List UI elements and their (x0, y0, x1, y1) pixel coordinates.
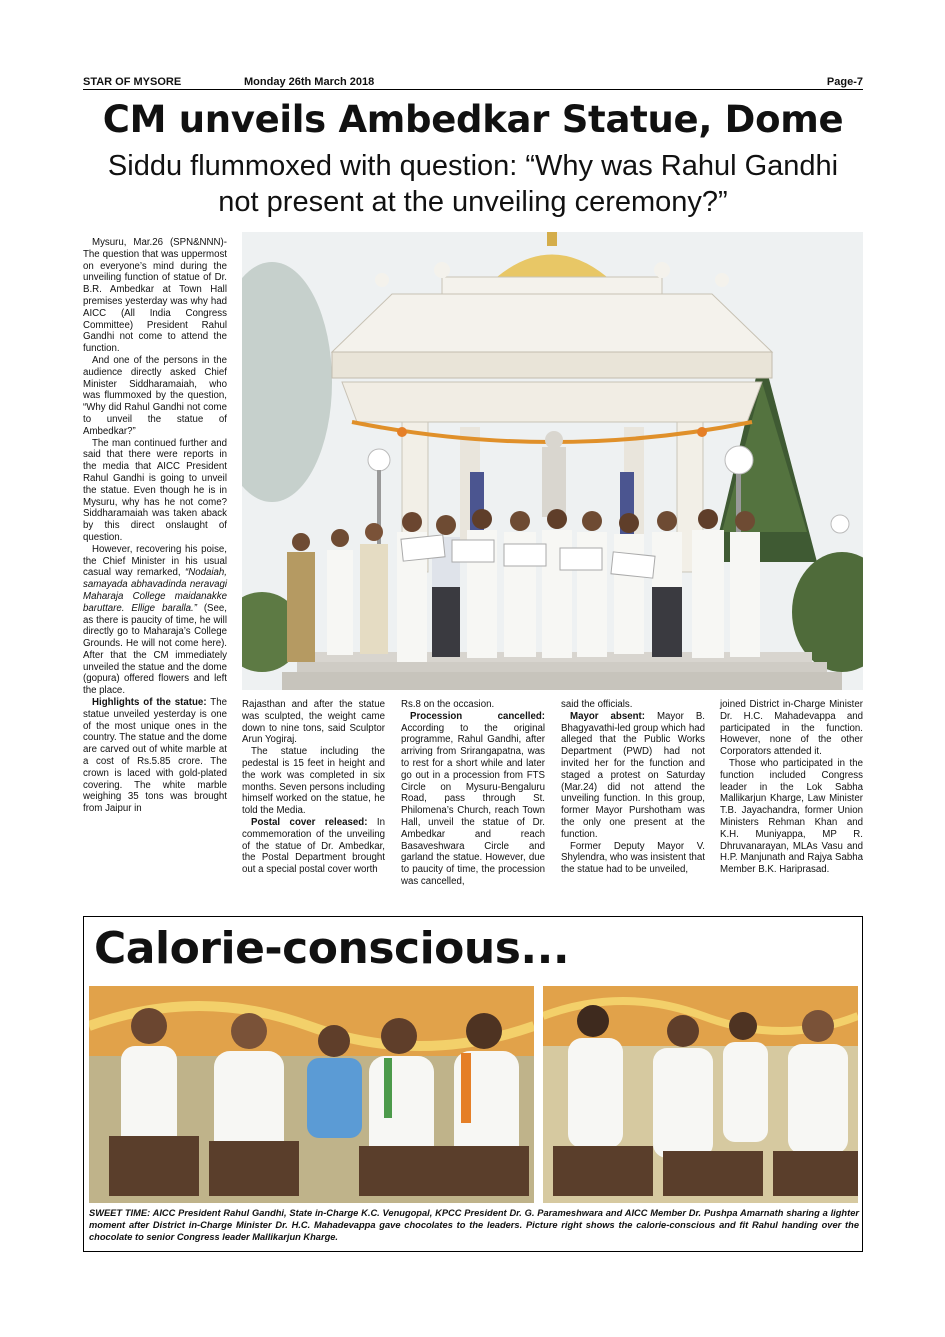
article-paragraph (401, 711, 545, 888)
article-paragraph: The man continued further and said that there were reports in the media that AICC President Rahul Gandhi is going to unveil the statue. Even though he is in Mysuru, why has he not come? Siddharamaiah was taken aback by this direct onslaught of question. (83, 437, 227, 543)
photo-caption: SWEET TIME: AICC President Rahul Gandhi, State in-Charge K.C. Venugopal, KPCC President Dr. G. Parameshwara and AICC Member Dr. Pushpa Amarnath sharing a lighter moment after District in-Charge Minister Dr. H.C. Mahadevappa gave chocolates to the leaders. Picture right shows the calorie-conscious and fit Rahul handing over the chocolate to senior Congress leader Mallikarjun Kharge. (89, 1208, 859, 1242)
article-paragraph: The statue including the pedestal is 15 feet in height and the work was completed in six months. Seven persons including himself worked on the statue, he told the Media. (242, 746, 385, 817)
page-number: Page-7 (826, 76, 863, 88)
article-column-3 (401, 699, 545, 888)
issue-date: Monday 26th March 2018 (244, 76, 375, 88)
text-run: The statue unveiled yesterday is one of the most unique ones in the country. The statue and the dome are carved out of white marble at a cost of Rs.5.85 crore. The crown is laced with gold-plated covering. The white marble weighing 35 tons was brought from Jaipur in (83, 697, 227, 815)
article-paragraph (83, 697, 227, 815)
headline: CM unveils Ambedkar Statue, Dome (102, 98, 844, 141)
ambedkar-statue-dome-photo (242, 232, 863, 690)
article-column-4 (561, 699, 705, 876)
seated-leaders-illustration (89, 986, 534, 1203)
article-paragraph: Mysuru, Mar.26 (SPN&NNN)- The question that was uppermost on everyone’s mind during the unveiling function of statue of Dr. B.R. Ambedkar at Town Hall premises yesterday was why had AICC (All India Congress Committee) President Rahul Gandhi not come to attend the function. (83, 237, 227, 355)
chocolate-handover-illustration (543, 986, 858, 1203)
masthead (83, 76, 863, 90)
text-run: In commemoration of the unveiling of the statue of Dr. Ambedkar, the Postal Department brought out a special postal cover worth (242, 816, 385, 876)
section-kicker: Highlights of the statue: (92, 697, 207, 709)
article-paragraph: Those who participated in the function included Congress leader in the Lok Sabha Mallikarjun Kharge, Law Minister T.B. Jayachandra, former Union Ministers Rehman Khan and K.H. Muniyappa, MP R. Dhruvanarayan, MLAs Vasu and H.P. Manjunath and Rajya Sabha Member B.K. Hariprasad. (720, 757, 863, 876)
article-paragraph (561, 711, 705, 841)
feature-title: Calorie-conscious... (94, 923, 570, 974)
leaders-sharing-chocolate-photo (89, 986, 534, 1203)
rahul-hands-chocolate-to-kharge-photo (543, 986, 858, 1203)
subheadline (83, 148, 863, 220)
article-paragraph: Rs.8 on the occasion. (401, 699, 495, 710)
section-kicker: Mayor absent: (570, 710, 645, 722)
text-run: Mayor B. Bhagyavathi-led group which had alleged that the Public Works Department (PWD) had not invited her for the function and staged a protest on Saturday (Mar.24) did not attend the unveiling function. In this group, former Mayor Purshotham was the only one present at the function. (561, 710, 705, 840)
photo-feature-box (83, 916, 863, 1252)
text-run: (See, as there is paucity of time, he will directly go to Maharaja’s College Grounds. He will not come here). After that the CM immediately unveiled the statue and the dome (gopura) offered flowers and left the place. (83, 602, 227, 697)
section-kicker: Procession cancelled: (410, 710, 545, 722)
article-paragraph: And one of the persons in the audience directly asked Chief Minister Siddharamaiah, who was flummoxed by the question, “Why did Rahul Gandhi not come to unveil the statue of Ambedkar?” (83, 354, 227, 437)
newspaper-name: STAR OF MYSORE (83, 76, 182, 88)
article-paragraph: said the officials. (561, 699, 633, 710)
article-paragraph (242, 817, 385, 876)
article-column-5 (720, 699, 863, 876)
article-paragraph: joined District in-Charge Minister Dr. H.C. Mahadevappa and participated in the function. However, none of the other Corporators attended it. (720, 699, 863, 758)
dome-ceremony-illustration (242, 232, 863, 690)
subheadline-line-2: not present at the unveiling ceremony?” (218, 186, 728, 218)
article-paragraph (83, 544, 227, 697)
article-paragraph: Former Deputy Mayor V. Shylendra, who was insistent that the statue had to be unveiled, (561, 840, 705, 876)
kannada-quote: “Nodaiah, samayada abhavadinda neravagi Maharaja College maidanakke baruttare. Ellige baralla.” (83, 567, 227, 614)
text-run: However, recovering his poise, the Chief Minister in his usual casual way remarked, (83, 543, 227, 579)
article-column-1 (83, 237, 227, 815)
article-column-2 (242, 699, 385, 876)
section-kicker: Postal cover released: (251, 816, 368, 828)
text-run: According to the original programme, Rahul Gandhi, after arriving from Srirangapatna, was to rest for a short while and later go out in a procession from FTS Circle on Mysuru-Bengaluru Road, pass through St. Philomena’s Church, reach Town Hall, unveil the statue of Dr. Ambedkar and reach Basaveshwara Circle and garland the statue. However, due to paucity of time, the procession was cancelled, (401, 722, 545, 887)
article-paragraph: Rajasthan and after the statue was sculpted, the weight came down to nine tons, said Sculptor Arun Yogiraj. (242, 699, 385, 746)
subheadline-line-1: Siddu flummoxed with question: “Why was Rahul Gandhi (107, 150, 839, 182)
